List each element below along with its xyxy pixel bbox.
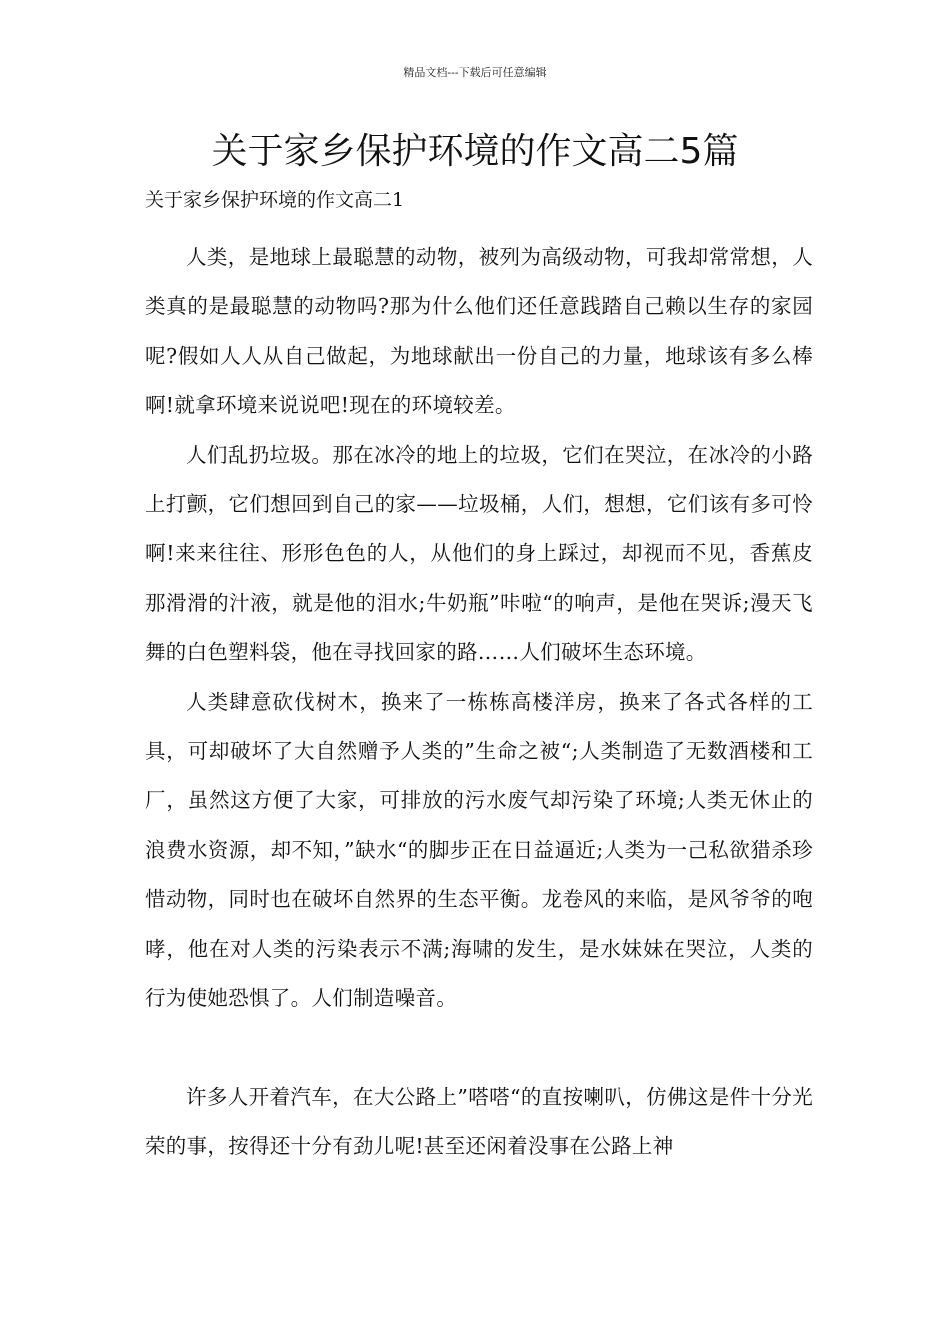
paragraph-1: 人类，是地球上最聪慧的动物，被列为高级动物，可我却常常想，人类真的是最聪慧的动物吗?那为什么他们还任意践踏自己赖以生存的家园呢?假如人人从自己做起，为地球献出一份自己的力量，地球该有多么棒啊!就拿环境来说说吧!现在的环境较差。	[145, 245, 813, 418]
document-body	[145, 233, 813, 1171]
page-header-note: 精品文档---下载后可任意编辑	[403, 66, 547, 79]
section-heading: 关于家乡保护环境的作文高二1	[145, 189, 405, 211]
paragraph-spacer	[145, 1024, 813, 1073]
paragraph-3: 人类肆意砍伐树木，换来了一栋栋高楼洋房，换来了各式各样的工具，可却破坏了大自然赠予人类的”生命之被“;人类制造了无数酒楼和工厂，虽然这方便了大家，可排放的污水废气却污染了环境;人类无休止的浪费水资源，却不知，”缺水“的脚步正在日益逼近;人类为一己私欲猎杀珍惜动物，同时也在破坏自然界的生态平衡。龙卷风的来临，是风爷爷的咆哮，他在对人类的污染表示不满;海啸的发生，是水妹妹在哭泣，人类的行为使她恐惧了。人们制造噪音。	[145, 689, 813, 1011]
document-title: 关于家乡保护环境的作文高二5篇	[211, 131, 739, 172]
paragraph-2: 人们乱扔垃圾。那在冰冷的地上的垃圾，它们在哭泣，在冰冷的小路上打颤，它们想回到自己的家——垃圾桶，人们，想想，它们该有多可怜啊!来来往往、形形色色的人，从他们的身上踩过，却视而不见，香蕉皮那滑滑的汁液，就是他的泪水;牛奶瓶”咔啦“的响声，是他在哭诉;漫天飞舞的白色塑料袋，他在寻找回家的路……人们破坏生态环境。	[145, 442, 813, 665]
paragraph-4: 许多人开着汽车，在大公路上”嗒嗒“的直按喇叭，仿佛这是件十分光荣的事，按得还十分有劲儿呢!甚至还闲着没事在公路上神	[145, 1084, 813, 1158]
